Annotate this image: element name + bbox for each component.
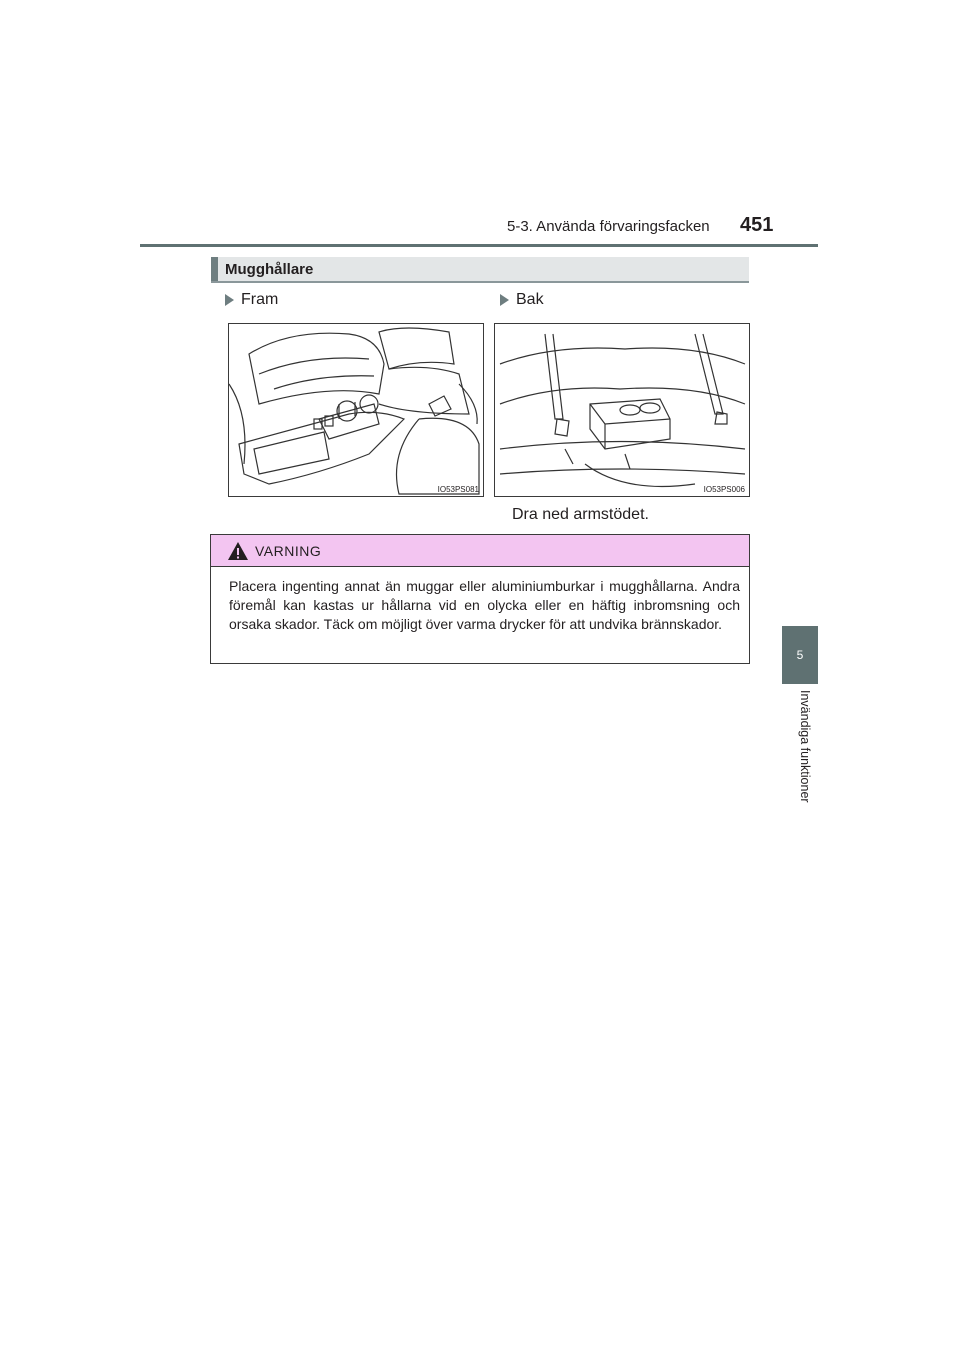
warning-box — [210, 534, 750, 664]
chapter-title: Invändiga funktioner — [798, 690, 812, 803]
rear-label: Bak — [500, 291, 544, 309]
warning-triangle-icon — [227, 541, 249, 561]
chapter-number: 5 — [796, 648, 804, 662]
figure-code: IO53PS006 — [703, 485, 745, 494]
arrow-right-icon — [225, 294, 234, 306]
section-title: Mugghållare — [225, 261, 314, 278]
front-label: Fram — [225, 291, 278, 309]
page-number: 451 — [740, 214, 774, 236]
warning-text: Placera ingenting annat än muggar eller aluminiumburkar i mugghållarna. Andra föremål kan kastas ur hållarna vid en olycka eller en häftig inbromsning och orsaka skador. Täck om möjligt över varma drycker för att undvika brännskador. — [229, 578, 740, 632]
front-cup-holder-illustration — [228, 323, 484, 497]
section-heading-bar — [211, 257, 749, 283]
figure-code: IO53PS081 — [437, 485, 479, 494]
header-rule — [140, 244, 818, 247]
chapter-tab — [782, 626, 818, 684]
arrow-right-icon — [500, 294, 509, 306]
warning-title: VARNING — [255, 543, 322, 559]
rear-cup-holder-illustration — [494, 323, 750, 497]
warning-header — [211, 535, 749, 567]
section-accent — [211, 257, 218, 281]
running-header-section: 5-3. Använda förvaringsfacken — [507, 218, 710, 235]
rear-caption: Dra ned armstödet. — [512, 506, 649, 523]
